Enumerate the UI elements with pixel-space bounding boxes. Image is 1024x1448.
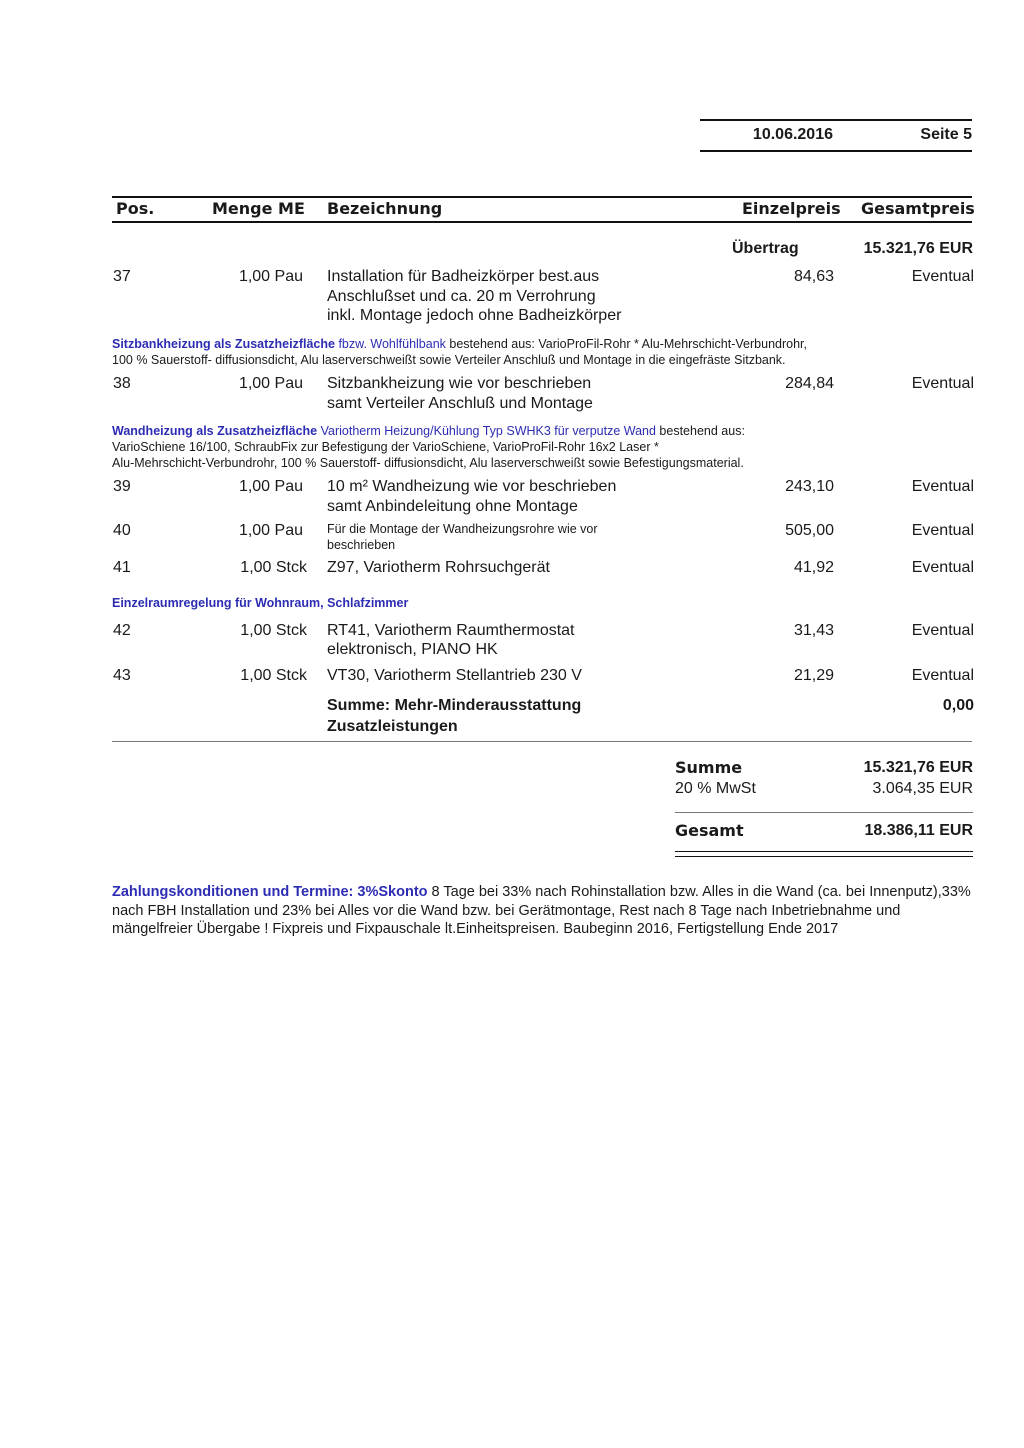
gesamt-label: Gesamt [675, 821, 744, 840]
item-gesamtpreis: Eventual [911, 522, 974, 539]
item-pos: 42 [113, 622, 131, 639]
item-gesamtpreis: Eventual [911, 375, 974, 392]
item-einzelpreis: 284,84 [785, 375, 834, 392]
mwst-value: 3.064,35 EUR [872, 780, 973, 797]
item-desc-line: RT41, Variotherm Raumthermostat [327, 622, 575, 639]
item-gesamtpreis: Eventual [911, 667, 974, 684]
item-desc-line: samt Anbindeleitung ohne Montage [327, 498, 578, 515]
page-number: Seite 5 [920, 126, 972, 143]
summe-label: Summe [675, 758, 743, 777]
item-pos: 43 [113, 667, 131, 684]
section-text-line: Alu-Mehrschicht-Verbundrohr, 100 % Sauerstoff- diffusionsdicht, Alu laserverschweißt sowie Befestigungsmaterial. [112, 456, 744, 470]
item-menge: 1,00 Stck [240, 559, 307, 576]
col-header-pos: Pos. [116, 199, 155, 218]
section-text: bestehend aus: [655, 424, 745, 438]
item-desc-line: inkl. Montage jedoch ohne Badheizkörper [327, 307, 622, 324]
item-pos: 41 [113, 559, 131, 576]
item-desc-line: samt Verteiler Anschluß und Montage [327, 395, 593, 412]
item-desc-line: Installation für Badheizkörper best.aus [327, 268, 600, 285]
item-einzelpreis: 84,63 [793, 268, 834, 285]
item-gesamtpreis: Eventual [911, 478, 974, 495]
header-rule-top [700, 119, 972, 121]
mwst-label: 20 % MwSt [675, 780, 756, 797]
item-menge: 1,00 Pau [238, 478, 303, 495]
item-desc-line: beschrieben [327, 538, 396, 552]
item-menge: 1,00 Pau [238, 522, 303, 539]
item-desc-line: Sitzbankheizung wie vor beschrieben [327, 375, 592, 392]
col-header-bezeichnung: Bezeichnung [327, 199, 443, 218]
gesamt-double-rule-top [675, 851, 973, 852]
item-menge: 1,00 Stck [240, 667, 307, 684]
section-title: Sitzbankheizung als Zusatzheizfläche [112, 337, 335, 351]
gesamt-double-rule-bottom [675, 856, 973, 857]
gesamt-value: 18.386,11 EUR [864, 822, 973, 839]
section-heading-einzelraum: Einzelraumregelung für Wohnraum, Schlafzimmer [112, 596, 409, 610]
subtotal-label: Summe: Mehr-Minderausstattung [327, 697, 582, 714]
payment-terms-title: Zahlungskonditionen und Termine: 3%Skonto [112, 884, 428, 900]
item-menge: 1,00 Pau [238, 375, 303, 392]
item-gesamtpreis: Eventual [911, 559, 974, 576]
item-desc-line: 10 m² Wandheizung wie vor beschrieben [327, 478, 617, 495]
item-desc-line: Z97, Variotherm Rohrsuchgerät [327, 559, 550, 576]
totals-rule [675, 812, 973, 813]
table-header-rule-top [112, 196, 972, 198]
item-desc-line: VT30, Variotherm Stellantrieb 230 V [327, 667, 582, 684]
section-heading-wand [112, 423, 912, 439]
uebertrag-value: 15.321,76 EUR [863, 240, 973, 257]
item-desc-line: Für die Montage der Wandheizungsrohre wie vor [327, 522, 598, 536]
item-gesamtpreis: Eventual [911, 622, 974, 639]
item-einzelpreis: 21,29 [793, 667, 834, 684]
col-header-einzelpreis: Einzelpreis [742, 199, 841, 218]
item-pos: 40 [113, 522, 131, 539]
col-header-menge: Menge ME [212, 199, 305, 218]
col-header-gesamtpreis: Gesamtpreis [861, 199, 975, 218]
item-einzelpreis: 505,00 [785, 522, 834, 539]
item-einzelpreis: 41,92 [793, 559, 834, 576]
item-menge: 1,00 Stck [240, 622, 307, 639]
payment-terms [112, 883, 974, 939]
item-pos: 38 [113, 375, 131, 392]
document-date: 10.06.2016 [752, 126, 833, 143]
uebertrag-label: Übertrag [732, 240, 799, 257]
table-header-rule-bottom [112, 221, 972, 223]
item-einzelpreis: 31,43 [793, 622, 834, 639]
item-desc-line: elektronisch, PIANO HK [327, 641, 498, 658]
section-subtitle: Variotherm Heizung/Kühlung Typ SWHK3 für verputze Wand [317, 424, 656, 438]
header-rule-bottom [700, 150, 972, 152]
section-heading-sitzbank [112, 336, 912, 352]
section-text-line: 100 % Sauerstoff- diffusionsdicht, Alu laserverschweißt sowie Verteiler Anschluß und Montage in die eingefräste Sitzbank. [112, 353, 786, 367]
subtotal-label-line2: Zusatzleistungen [327, 718, 458, 735]
item-einzelpreis: 243,10 [785, 478, 834, 495]
section-subtitle: fbzw. Wohlfühlbank [334, 337, 446, 351]
section-title: Wandheizung als Zusatzheizfläche [112, 424, 318, 438]
section-text-line: VarioSchiene 16/100, SchraubFix zur Befestigung der VarioSchiene, VarioProFil-Rohr 16x2 Laser * [112, 440, 659, 454]
summe-value: 15.321,76 EUR [863, 759, 973, 776]
subtotal-value: 0,00 [942, 697, 974, 714]
item-desc-line: Anschlußset und ca. 20 m Verrohrung [327, 288, 596, 305]
item-menge: 1,00 Pau [238, 268, 303, 285]
item-gesamtpreis: Eventual [911, 268, 974, 285]
item-pos: 37 [113, 268, 131, 285]
section-text: bestehend aus: VarioProFil-Rohr * Alu-Mehrschicht-Verbundrohr, [445, 337, 807, 351]
table-end-rule [112, 741, 972, 742]
item-pos: 39 [113, 478, 131, 495]
payment-terms-text: 8 Tage bei 33% nach Rohinstallation bzw. Alles in die Wand (ca. bei Innenputz),33% nach FBH Installation und 23% bei Alles vor die Wand bzw. bei Gerätmontage, Rest nach 8 Tage nach Inbetriebnahme und mängelfreier Übergabe ! Fixpreis und Fixpauschale lt.Einheitspreisen. Baubeginn 2016, Fertigstellung Ende 2017 [112, 884, 971, 937]
